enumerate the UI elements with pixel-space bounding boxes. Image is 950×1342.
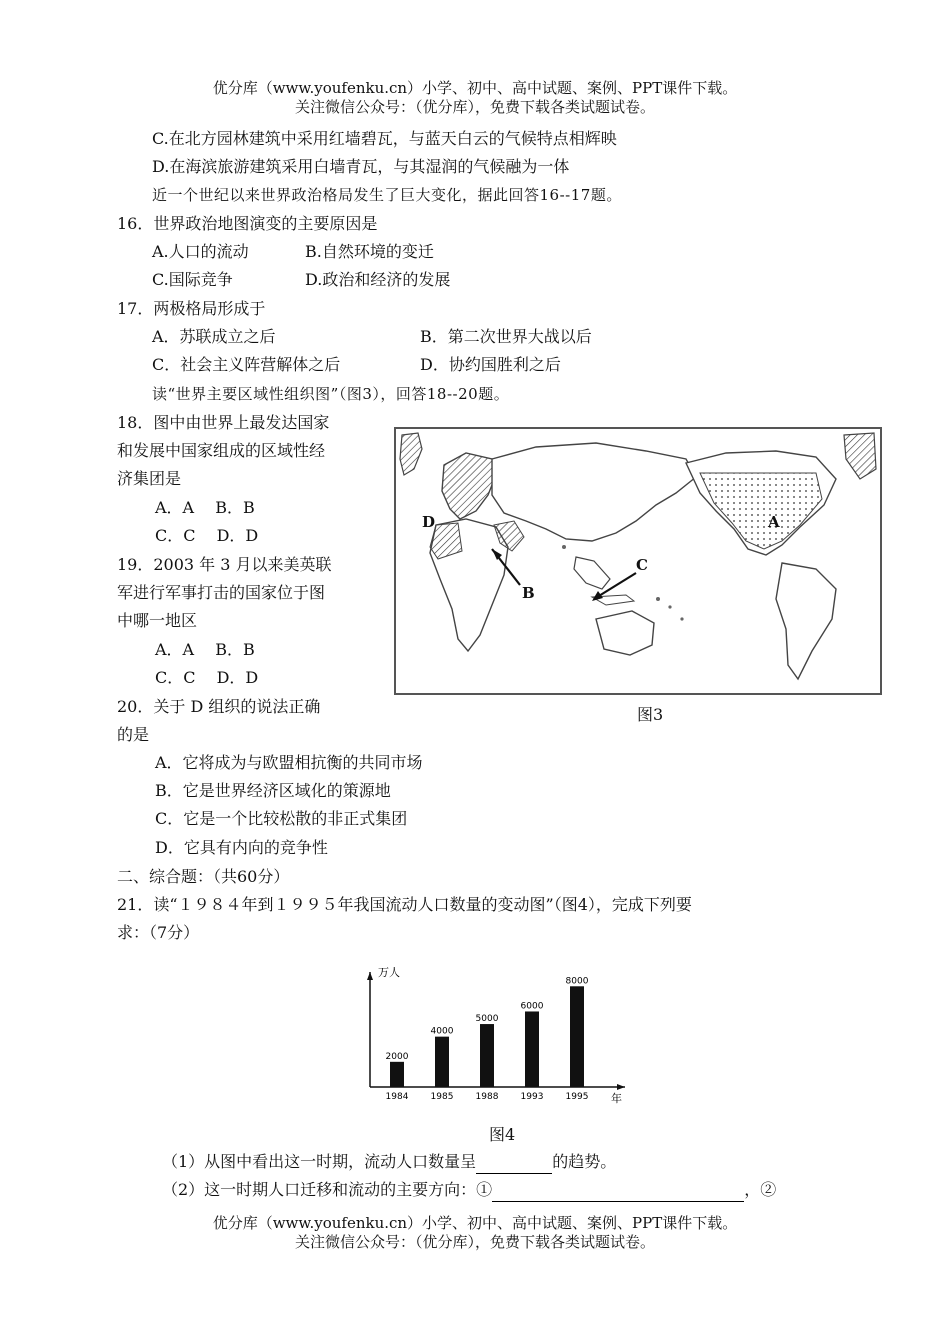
q19-options-cd: C．C D．D xyxy=(155,668,259,687)
q15-option-c: C.在北方园林建筑中采用红墙碧瓦，与蓝天白云的气候特点相辉映 xyxy=(152,129,617,148)
q15-option-d: D.在海滨旅游建筑采用白墙青瓦，与其湿润的气候融为一体 xyxy=(152,157,570,176)
q21-line-2: 求：（7分） xyxy=(117,923,200,942)
q18-options-cd: C．C D．D xyxy=(155,526,259,545)
q21-part-1 xyxy=(162,1150,616,1174)
q20-line-2: 的是 xyxy=(117,725,150,744)
q16-stem: 16．世界政治地图演变的主要原因是 xyxy=(117,214,378,233)
q21-part-2-text-a: （2）这一时期人口迁移和流动的主要方向：① xyxy=(162,1180,493,1199)
x-tick-label: 1985 xyxy=(430,1092,454,1102)
bar-1988 xyxy=(480,1024,494,1087)
bar-value-label: 8000 xyxy=(565,976,589,987)
q18-line-2: 和发展中国家组成的区域性经 xyxy=(117,441,326,460)
q20-option-d: D．它具有内向的竞争性 xyxy=(155,838,328,857)
q19-line-1: 19．2003 年 3 月以来美英联 xyxy=(117,555,332,574)
q19-line-3: 中哪一地区 xyxy=(117,611,198,630)
bar-1984 xyxy=(390,1062,404,1087)
greenland-right-shape xyxy=(844,433,876,479)
q17-option-b: B．第二次世界大战以后 xyxy=(420,327,592,346)
q17-option-a: A．苏联成立之后 xyxy=(152,327,276,346)
q20-line-1: 20．关于 D 组织的说法正确 xyxy=(117,697,321,716)
x-tick-label: 1993 xyxy=(520,1092,544,1102)
figure-4-caption: 图4 xyxy=(489,1125,516,1144)
q18-line-1: 18．图中由世界上最发达国家 xyxy=(117,413,330,432)
bar-value-label: 5000 xyxy=(475,1014,499,1025)
q16-option-a: A.人口的流动 xyxy=(152,242,249,261)
x-tick-label: 1988 xyxy=(475,1092,499,1102)
q21-part-2 xyxy=(162,1178,776,1202)
q18-options-ab: A．A B．B xyxy=(155,498,255,517)
q20-option-b: B．它是世界经济区域化的策源地 xyxy=(155,781,391,800)
bar-1985 xyxy=(435,1037,449,1087)
bar-1995 xyxy=(570,986,584,1087)
q17-stem: 17．两极格局形成于 xyxy=(117,299,266,318)
q20-option-a: A．它将成为与欧盟相抗衡的共同市场 xyxy=(155,753,423,772)
q16-option-d: D.政治和经济的发展 xyxy=(305,270,451,289)
q16-option-c: C.国际竞争 xyxy=(152,270,233,289)
header-line-1: 优分库（www.youfenku.cn）小学、初中、高中试题、案例、PPT课件下载。 xyxy=(212,79,738,97)
q21-line-1: 21．读“１９８４年到１９９５年我国流动人口数量的变动图”（图4），完成下列要 xyxy=(117,895,692,914)
island-dot xyxy=(680,617,683,620)
intro-18-20: 读“世界主要区域性组织图”（图3），回答18--20题。 xyxy=(152,385,510,403)
y-axis-arrow xyxy=(367,972,373,980)
population-bar-chart xyxy=(355,960,645,1110)
q21-part-1-text-b: 的趋势。 xyxy=(552,1152,617,1171)
bar-value-label: 4000 xyxy=(430,1026,454,1037)
map-label-d: D xyxy=(422,513,436,531)
bar-value-label: 6000 xyxy=(520,1001,544,1012)
y-axis-label: 万人 xyxy=(378,966,400,979)
map-label-c: C xyxy=(636,556,648,574)
q17-option-d: D．协约国胜利之后 xyxy=(420,355,561,374)
island-dot xyxy=(562,545,566,549)
island-dot xyxy=(656,597,660,601)
x-tick-label: 1995 xyxy=(565,1092,589,1102)
footer-line-2: 关注微信公众号：（优分库），免费下载各类试题试卷。 xyxy=(294,1233,655,1251)
europe-shape xyxy=(442,453,496,519)
greenland-left-shape xyxy=(400,433,422,475)
map-label-b: B xyxy=(522,584,535,602)
q20-option-c: C．它是一个比较松散的非正式集团 xyxy=(155,809,408,828)
x-axis-label: 年 xyxy=(611,1092,622,1105)
asia-shape xyxy=(492,443,696,541)
header-line-2: 关注微信公众号：（优分库），免费下载各类试题试卷。 xyxy=(294,98,655,116)
southeast-asia-shape xyxy=(574,557,610,589)
x-axis-arrow xyxy=(617,1084,625,1090)
q21-part-1-blank[interactable] xyxy=(476,1155,552,1174)
australia-shape xyxy=(596,611,654,655)
south-america-shape xyxy=(776,563,836,679)
section-2-title: 二、综合题：（共60分） xyxy=(117,867,290,886)
q19-options-ab: A．A B．B xyxy=(155,640,255,659)
q21-part-2-blank[interactable] xyxy=(492,1183,744,1202)
q21-part-1-text-a: （1）从图中看出这一时期，流动人口数量呈 xyxy=(162,1152,477,1171)
map-label-a: A xyxy=(768,513,780,531)
footer-line-1: 优分库（www.youfenku.cn）小学、初中、高中试题、案例、PPT课件下载。 xyxy=(212,1214,738,1232)
q18-line-3: 济集团是 xyxy=(117,469,182,488)
bar-value-label: 2000 xyxy=(385,1051,409,1062)
q16-option-b: B.自然环境的变迁 xyxy=(305,242,434,261)
q19-line-2: 军进行军事打击的国家位于图 xyxy=(117,583,326,602)
x-tick-label: 1984 xyxy=(385,1092,409,1102)
world-map-figure xyxy=(394,427,882,695)
q21-part-2-text-b: ，② xyxy=(744,1180,777,1199)
figure-3-caption: 图3 xyxy=(637,705,664,724)
intro-16-17: 近一个世纪以来世界政治格局发生了巨大变化，据此回答16--17题。 xyxy=(152,186,622,204)
q17-option-c: C．社会主义阵营解体之后 xyxy=(152,355,341,374)
bar-1993 xyxy=(525,1011,539,1087)
island-dot xyxy=(668,605,671,608)
